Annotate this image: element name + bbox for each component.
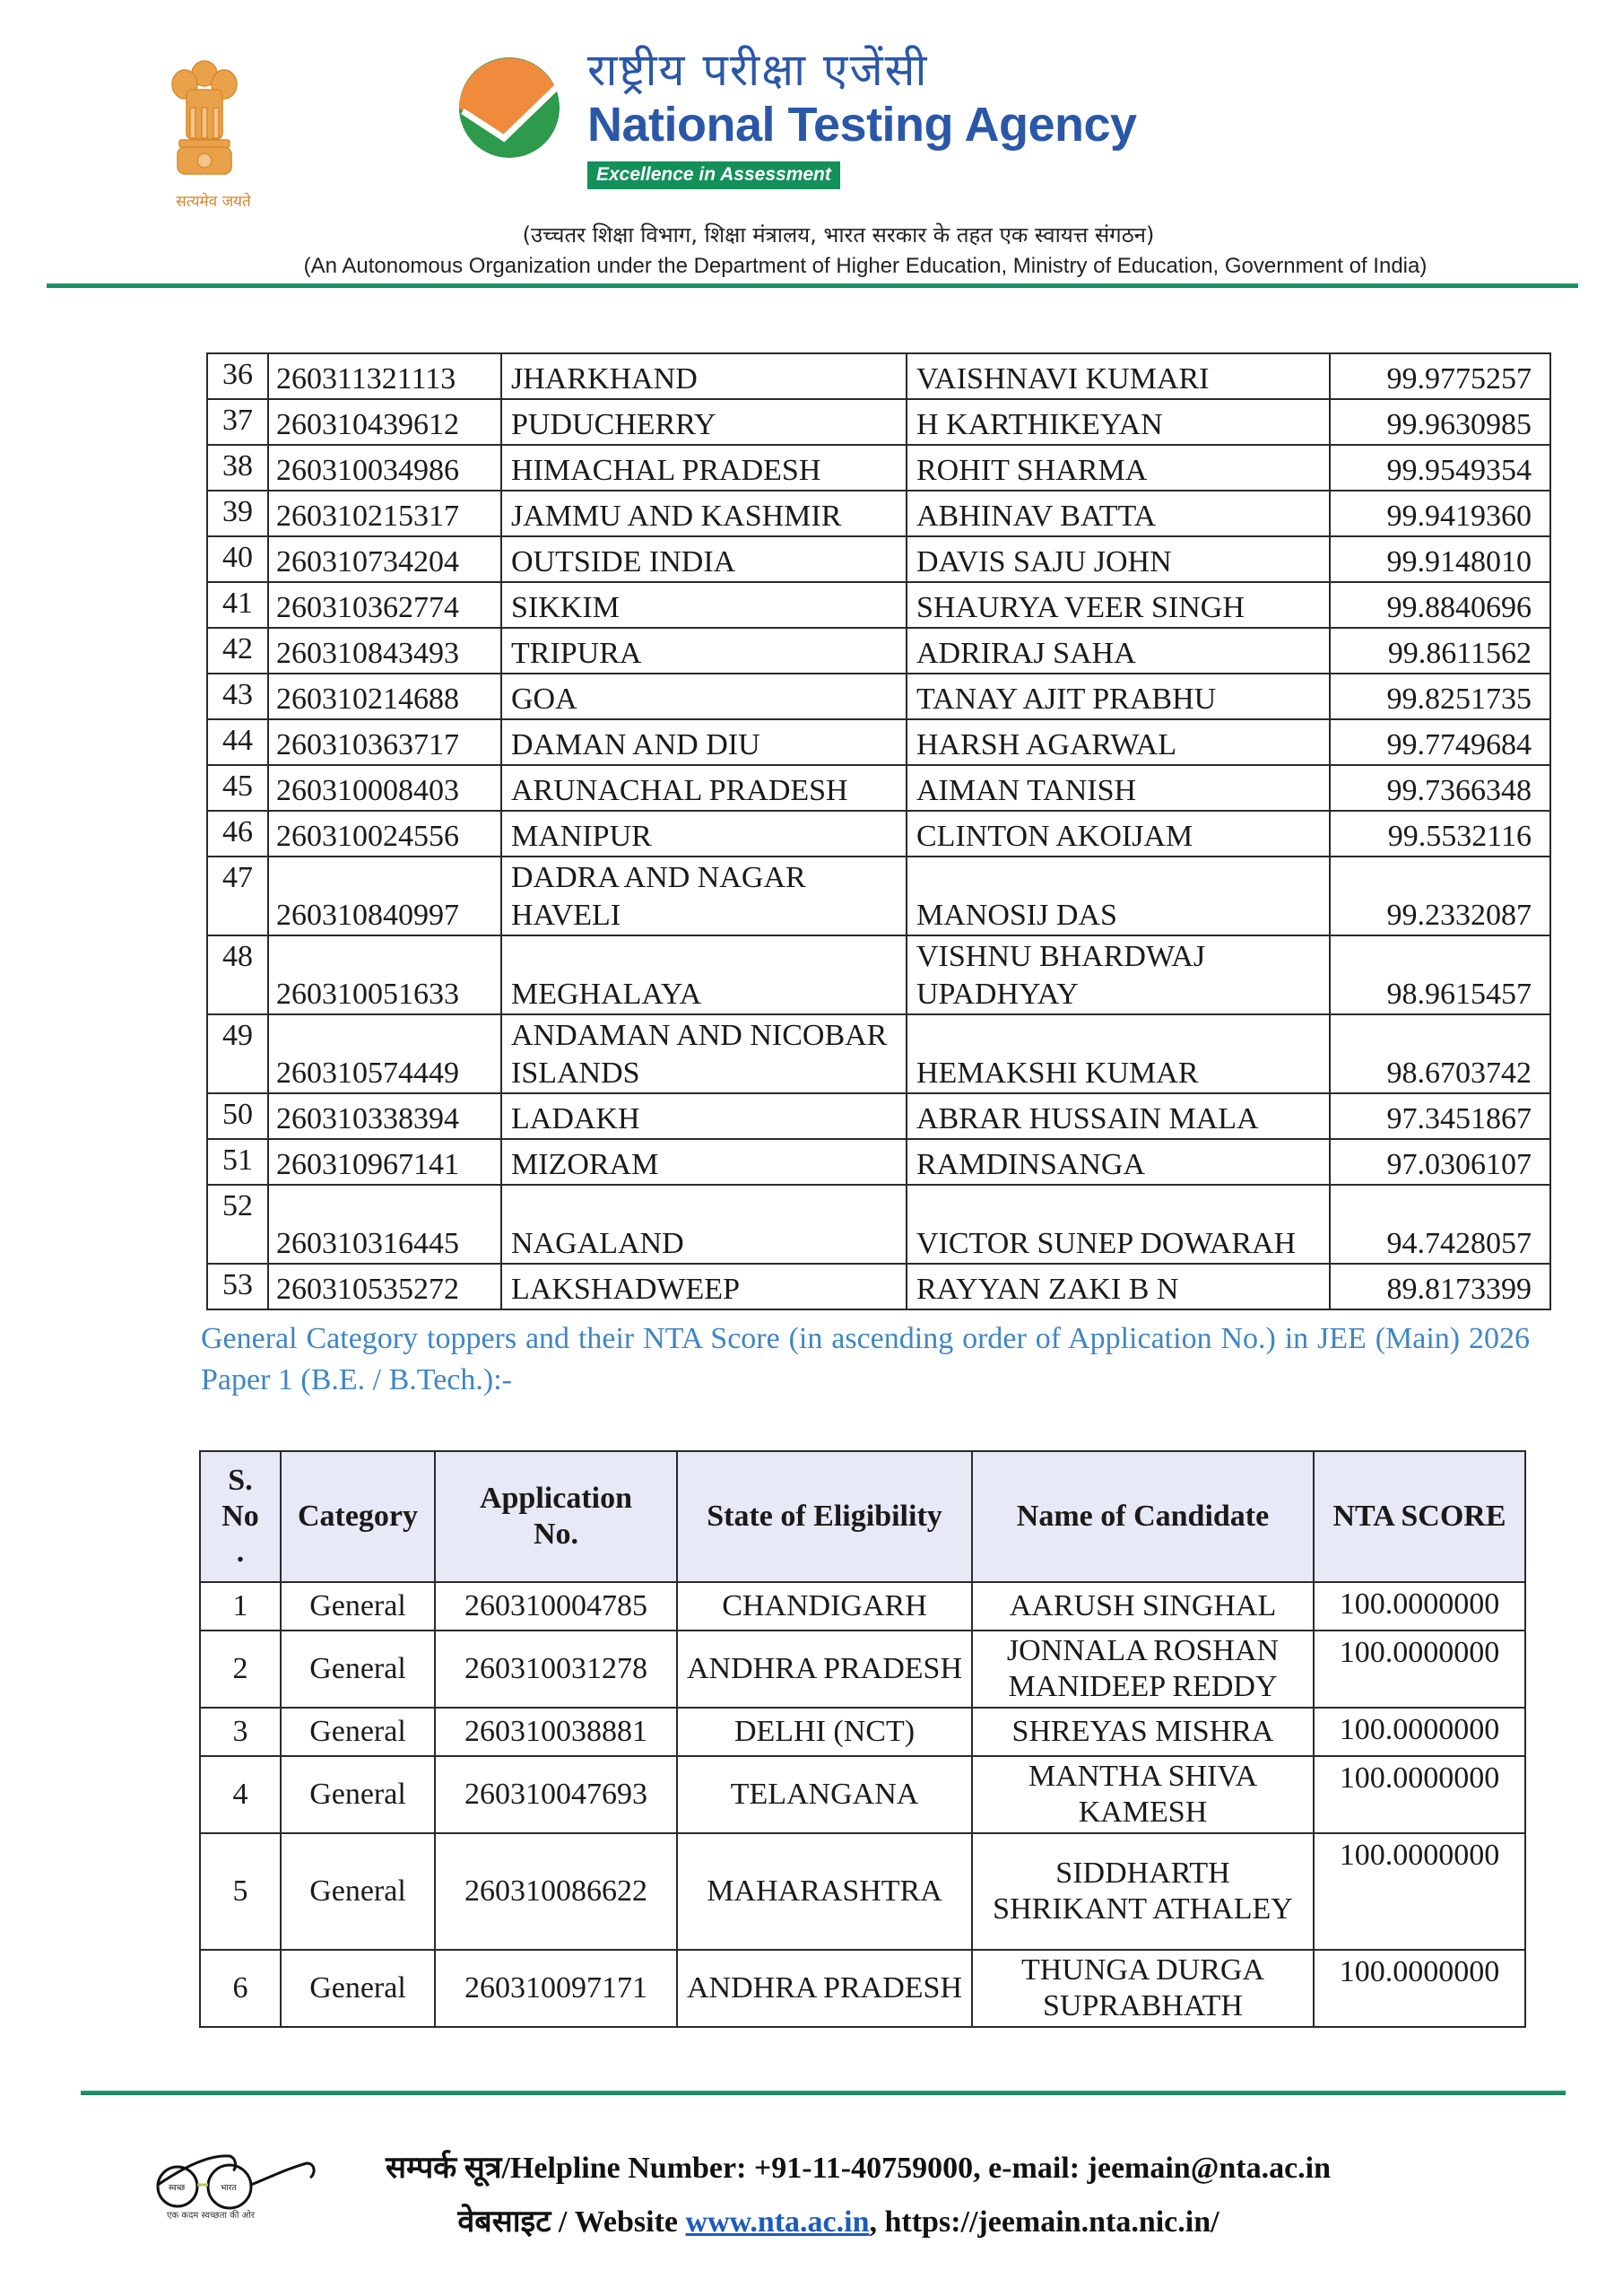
table-row xyxy=(207,1014,1550,1093)
cell-nta-score: 99.7749684 xyxy=(1330,719,1550,765)
cell-application-no: 260310031278 xyxy=(435,1631,677,1708)
cell-candidate-name: ROHIT SHARMA xyxy=(907,445,1330,491)
cell-application-no: 260310004785 xyxy=(435,1582,677,1631)
table-row xyxy=(207,353,1550,399)
table-row xyxy=(207,536,1550,582)
cell-nta-score: 98.9615457 xyxy=(1330,935,1550,1014)
cell-sno: 45 xyxy=(207,765,268,811)
website-label: / Website xyxy=(551,2205,686,2239)
cell-nta-score: 99.9419360 xyxy=(1330,491,1550,536)
cell-candidate-name: VISHNU BHARDWAJ UPADHYAY xyxy=(907,935,1330,1014)
agency-title-hindi: राष्ट्रीय परीक्षा एजेंसी xyxy=(587,44,929,96)
cell-application-no: 260310215317 xyxy=(268,491,501,536)
cell-candidate-name: SIDDHARTH SHRIKANT ATHALEY xyxy=(972,1833,1314,1950)
cell-candidate-name: HEMAKSHI KUMAR xyxy=(907,1014,1330,1093)
cell-sno: 37 xyxy=(207,399,268,445)
website-label-hindi: वेबसाइट xyxy=(457,2204,551,2239)
cell-nta-score: 100.0000000 xyxy=(1314,1631,1525,1708)
cell-sno: 53 xyxy=(207,1264,268,1309)
table-row xyxy=(200,1582,1525,1631)
state-toppers-table xyxy=(206,352,1551,1310)
table-row xyxy=(200,1708,1525,1756)
cell-candidate-name: CLINTON AKOIJAM xyxy=(907,811,1330,857)
cell-sno: 1 xyxy=(200,1582,281,1631)
cell-nta-score: 100.0000000 xyxy=(1314,1582,1525,1631)
cell-candidate-name: THUNGA DURGA SUPRABHATH xyxy=(972,1950,1314,2027)
header-name: Name of Candidate xyxy=(972,1451,1314,1582)
table-row xyxy=(207,1185,1550,1264)
cell-sno: 40 xyxy=(207,536,268,582)
cell-application-no: 260311321113 xyxy=(268,353,501,399)
cell-state: MEGHALAYA xyxy=(501,935,907,1014)
cell-candidate-name: SHAURYA VEER SINGH xyxy=(907,582,1330,628)
cell-nta-score: 99.2332087 xyxy=(1330,857,1550,935)
cell-sno: 3 xyxy=(200,1708,281,1756)
cell-nta-score: 100.0000000 xyxy=(1314,1756,1525,1833)
cell-nta-score: 99.9549354 xyxy=(1330,445,1550,491)
table-row xyxy=(207,935,1550,1014)
cell-state: ARUNACHAL PRADESH xyxy=(501,765,907,811)
cell-nta-score: 97.0306107 xyxy=(1330,1139,1550,1185)
cell-sno: 6 xyxy=(200,1950,281,2027)
cell-candidate-name: ABRAR HUSSAIN MALA xyxy=(907,1093,1330,1139)
cell-category: General xyxy=(281,1950,435,2027)
table-row xyxy=(200,1756,1525,1833)
cell-application-no: 260310967141 xyxy=(268,1139,501,1185)
cell-candidate-name: MANOSIJ DAS xyxy=(907,857,1330,935)
cell-application-no: 260310097171 xyxy=(435,1950,677,2027)
general-toppers-table xyxy=(199,1450,1526,2028)
cell-candidate-name: SHREYAS MISHRA xyxy=(972,1708,1314,1756)
table-row xyxy=(207,491,1550,536)
nta-logo-icon xyxy=(457,56,561,160)
cell-state: LADAKH xyxy=(501,1093,907,1139)
cell-sno: 38 xyxy=(207,445,268,491)
cell-application-no: 260310535272 xyxy=(268,1264,501,1309)
cell-nta-score: 99.9775257 xyxy=(1330,353,1550,399)
table-row xyxy=(207,628,1550,674)
cell-state: JAMMU AND KASHMIR xyxy=(501,491,907,536)
cell-candidate-name: VICTOR SUNEP DOWARAH xyxy=(907,1185,1330,1264)
header-sno: S. No . xyxy=(200,1451,281,1582)
cell-candidate-name: H KARTHIKEYAN xyxy=(907,399,1330,445)
cell-nta-score: 99.9148010 xyxy=(1330,536,1550,582)
cell-state: PUDUCHERRY xyxy=(501,399,907,445)
cell-nta-score: 94.7428057 xyxy=(1330,1185,1550,1264)
cell-state: SIKKIM xyxy=(501,582,907,628)
cell-state: DAMAN AND DIU xyxy=(501,719,907,765)
emblem-motto: सत्यमेव जयते xyxy=(176,193,251,211)
cell-sno: 5 xyxy=(200,1833,281,1950)
cell-application-no: 260310214688 xyxy=(268,674,501,719)
cell-candidate-name: DAVIS SAJU JOHN xyxy=(907,536,1330,582)
cell-sno: 36 xyxy=(207,353,268,399)
cell-sno: 47 xyxy=(207,857,268,935)
subtitle-hindi: (उच्चतर शिक्षा विभाग, शिक्षा मंत्रालय, भारत सरकार के तहत एक स्वायत्त संगठन) xyxy=(522,222,1155,248)
cell-sno: 48 xyxy=(207,935,268,1014)
cell-candidate-name: RAMDINSANGA xyxy=(907,1139,1330,1185)
cell-application-no: 260310840997 xyxy=(268,857,501,935)
cell-sno: 2 xyxy=(200,1631,281,1708)
table-header-row xyxy=(200,1451,1525,1582)
cell-category: General xyxy=(281,1631,435,1708)
cell-state: MIZORAM xyxy=(501,1139,907,1185)
table-row xyxy=(207,674,1550,719)
cell-candidate-name: ADRIRAJ SAHA xyxy=(907,628,1330,674)
table-row xyxy=(207,582,1550,628)
cell-sno: 4 xyxy=(200,1756,281,1833)
cell-application-no: 260310086622 xyxy=(435,1833,677,1950)
cell-nta-score: 98.6703742 xyxy=(1330,1014,1550,1093)
table-row xyxy=(207,399,1550,445)
cell-state: NAGALAND xyxy=(501,1185,907,1264)
cell-state: DELHI (NCT) xyxy=(677,1708,972,1756)
cell-application-no: 260310316445 xyxy=(268,1185,501,1264)
cell-state: ANDHRA PRADESH xyxy=(677,1950,972,2027)
header-score: NTA SCORE xyxy=(1314,1451,1525,1582)
cell-category: General xyxy=(281,1708,435,1756)
cell-sno: 51 xyxy=(207,1139,268,1185)
website-separator: , xyxy=(869,2205,885,2239)
table-row xyxy=(200,1950,1525,2027)
swachh-caption: एक कदम स्वच्छता की ओर xyxy=(167,2211,255,2221)
table-row xyxy=(207,765,1550,811)
cell-state: HIMACHAL PRADESH xyxy=(501,445,907,491)
header-category: Category xyxy=(281,1451,435,1582)
cell-state: MANIPUR xyxy=(501,811,907,857)
cell-state: TELANGANA xyxy=(677,1756,972,1833)
cell-sno: 52 xyxy=(207,1185,268,1264)
cell-nta-score: 99.8611562 xyxy=(1330,628,1550,674)
agency-tagline: Excellence in Assessment xyxy=(587,161,840,189)
cell-application-no: 260310008403 xyxy=(268,765,501,811)
cell-application-no: 260310038881 xyxy=(435,1708,677,1756)
cell-nta-score: 99.8251735 xyxy=(1330,674,1550,719)
cell-nta-score: 97.3451867 xyxy=(1330,1093,1550,1139)
cell-category: General xyxy=(281,1582,435,1631)
cell-state: DADRA AND NAGAR HAVELI xyxy=(501,857,907,935)
cell-candidate-name: JONNALA ROSHAN MANIDEEP REDDY xyxy=(972,1631,1314,1708)
subtitle-english: (An Autonomous Organization under the Department of Higher Education, Ministry of Education, Government of India) xyxy=(303,254,1428,278)
cell-state: MAHARASHTRA xyxy=(677,1833,972,1950)
cell-nta-score: 100.0000000 xyxy=(1314,1708,1525,1756)
cell-state: GOA xyxy=(501,674,907,719)
header-state: State of Eligibility xyxy=(677,1451,972,1582)
cell-nta-score: 100.0000000 xyxy=(1314,1950,1525,2027)
cell-application-no: 260310051633 xyxy=(268,935,501,1014)
table-row xyxy=(207,857,1550,935)
table-row xyxy=(207,1139,1550,1185)
cell-candidate-name: HARSH AGARWAL xyxy=(907,719,1330,765)
cell-application-no: 260310034986 xyxy=(268,445,501,491)
cell-application-no: 260310024556 xyxy=(268,811,501,857)
cell-nta-score: 100.0000000 xyxy=(1314,1833,1525,1950)
cell-sno: 41 xyxy=(207,582,268,628)
footer-divider xyxy=(81,2091,1566,2095)
nta-website-link[interactable]: www.nta.ac.in xyxy=(685,2205,870,2239)
swachh-right-text: भारत xyxy=(221,2184,237,2193)
cell-category: General xyxy=(281,1833,435,1950)
cell-application-no: 260310439612 xyxy=(268,399,501,445)
table-row xyxy=(200,1833,1525,1950)
cell-candidate-name: AARUSH SINGHAL xyxy=(972,1582,1314,1631)
helpline-contact: सम्पर्क सूत्र/Helpline Number: +91-11-40759000, e-mail: jeemain@nta.ac.in xyxy=(386,2152,1332,2185)
cell-candidate-name: TANAY AJIT PRABHU xyxy=(907,674,1330,719)
cell-candidate-name: RAYYAN ZAKI B N xyxy=(907,1264,1330,1309)
cell-sno: 50 xyxy=(207,1093,268,1139)
cell-sno: 46 xyxy=(207,811,268,857)
cell-candidate-name: VAISHNAVI KUMARI xyxy=(907,353,1330,399)
jeemain-website-link[interactable]: https://jeemain.nta.nic.in/ xyxy=(884,2205,1219,2239)
header-application-no: Application No. xyxy=(435,1451,677,1582)
agency-title-english: National Testing Agency xyxy=(587,98,1137,152)
cell-state: ANDAMAN AND NICOBAR ISLANDS xyxy=(501,1014,907,1093)
cell-sno: 44 xyxy=(207,719,268,765)
cell-application-no: 260310047693 xyxy=(435,1756,677,1833)
cell-nta-score: 89.8173399 xyxy=(1330,1264,1550,1309)
swachh-left-text: स्वच्छ xyxy=(169,2184,186,2193)
cell-application-no: 260310363717 xyxy=(268,719,501,765)
table-row xyxy=(207,1264,1550,1309)
website-line xyxy=(0,2199,1623,2240)
cell-state: CHANDIGARH xyxy=(677,1582,972,1631)
table-row xyxy=(207,811,1550,857)
header-divider xyxy=(47,283,1578,288)
table-row xyxy=(200,1631,1525,1708)
cell-sno: 49 xyxy=(207,1014,268,1093)
cell-nta-score: 99.9630985 xyxy=(1330,399,1550,445)
general-toppers-intro: General Category toppers and their NTA Score (in ascending order of Application No.) in JEE (Main) 2026 Paper 1 (B.E. / B.Tech.):- xyxy=(201,1322,1530,1396)
cell-application-no: 260310734204 xyxy=(268,536,501,582)
cell-candidate-name: MANTHA SHIVA KAMESH xyxy=(972,1756,1314,1833)
cell-state: TRIPURA xyxy=(501,628,907,674)
cell-state: JHARKHAND xyxy=(501,353,907,399)
cell-sno: 43 xyxy=(207,674,268,719)
cell-nta-score: 99.7366348 xyxy=(1330,765,1550,811)
table-row xyxy=(207,719,1550,765)
cell-application-no: 260310338394 xyxy=(268,1093,501,1139)
cell-sno: 39 xyxy=(207,491,268,536)
cell-candidate-name: AIMAN TANISH xyxy=(907,765,1330,811)
cell-application-no: 260310843493 xyxy=(268,628,501,674)
cell-state: OUTSIDE INDIA xyxy=(501,536,907,582)
cell-state: ANDHRA PRADESH xyxy=(677,1631,972,1708)
cell-candidate-name: ABHINAV BATTA xyxy=(907,491,1330,536)
cell-state: LAKSHADWEEP xyxy=(501,1264,907,1309)
cell-nta-score: 99.8840696 xyxy=(1330,582,1550,628)
table-row xyxy=(207,445,1550,491)
cell-application-no: 260310362774 xyxy=(268,582,501,628)
cell-application-no: 260310574449 xyxy=(268,1014,501,1093)
cell-nta-score: 99.5532116 xyxy=(1330,811,1550,857)
cell-category: General xyxy=(281,1756,435,1833)
cell-sno: 42 xyxy=(207,628,268,674)
table-row xyxy=(207,1093,1550,1139)
